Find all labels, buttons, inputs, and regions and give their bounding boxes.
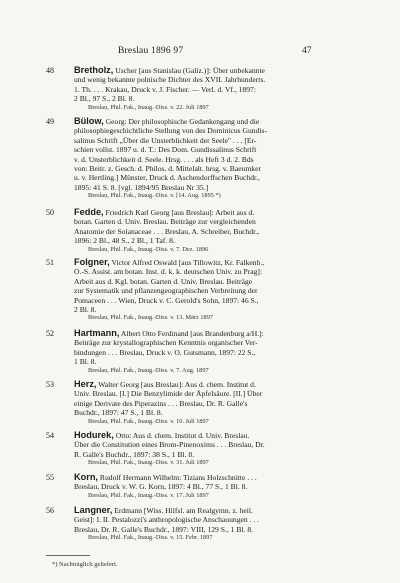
entry-line: schien vollst. 1897 u. d. T.: Des Dom. Gundissalinus Schrift <box>74 145 257 155</box>
entry-line: Arbeit aus d. Kgl. botan. Garten d. Univ. Breslau. Beiträge <box>74 276 253 286</box>
author-name: Bretholz, <box>74 66 114 75</box>
entry-line: salinus Schrift „Über die Unsterblichkeit der Seele" . . . [Er- <box>74 135 257 145</box>
entry-line: von: Beitr. z. Gesch. d. Philos. d. Mittelalt. hrsg. v. Baeumker <box>74 164 262 174</box>
dissertation-note: Breslau, Phil. Fak., Inaug.-Diss. v. 10. Juli 1897 <box>88 417 209 425</box>
entry-number: 48 <box>46 66 54 75</box>
entry-number: 54 <box>46 431 54 440</box>
page-number: 47 <box>302 46 312 56</box>
entry-line: Breslau, Dr. R. Galle's Buchdr., 1897: VIII, 129 S., 1 Bl. 8. <box>74 524 254 534</box>
entry-number: 53 <box>46 380 54 389</box>
entry-line: Geist]: I. II. Pestalozzi's anthropologische Anschauungen . . . <box>74 515 260 525</box>
entry-line: 1. Th. . . . Krakau, Druck v. J. Fischer. — Verl. d. Vf., 1897: <box>74 84 256 94</box>
author-name: Bülow, <box>74 117 104 126</box>
author-name: Herz, <box>74 380 97 389</box>
footnote-rule <box>46 555 90 556</box>
entry-line: einige Derivate des Piperazins . . . Breslau, Dr. R. Galle's <box>74 398 248 408</box>
entry-line: Albert Otto Ferdinand [aus Brandenburg a/H.]: <box>120 329 264 338</box>
entry-line: u. v. Hertling.] Münster, Druck d. Aschendorffschen Buchdr., <box>74 173 260 183</box>
footnote: *) Nachträglich geliefert. <box>52 561 118 568</box>
entry-number: 49 <box>46 117 54 126</box>
entry-line: v. d. Unsterblichkeit d. Seele. Hrsg. . . . als Heft 3 d. 2. Bds <box>74 154 254 164</box>
entry-number: 56 <box>46 506 54 515</box>
entry-line: Beiträge zur krystallographischen Kenntnis organischer Ver- <box>74 338 258 348</box>
running-header <box>0 46 400 60</box>
dissertation-note: Breslau, Phil. Fak., Inaug.-Diss. v. 17. Juli 1897 <box>88 491 209 499</box>
entry-line: O.-S. Assist. am botan. Inst. d. k. k. deutschen Univ. zu Prag]: <box>74 267 263 277</box>
author-name: Hodurek, <box>74 431 114 440</box>
entry-line: 1 Bl. 8. <box>74 357 97 367</box>
header-title: Breslau 1896 97 <box>118 46 184 56</box>
author-name: Hartmann, <box>74 329 120 338</box>
dissertation-note: Breslau, Phil. Fak., Inaug.-Diss. v. 15. Febr. 1897 <box>88 534 213 542</box>
entry-line: 2 Bl. 8. <box>74 305 97 315</box>
entry-line: Breslau, Druck v. W. G. Korn, 1897: 4 Bl., 77 S., 1 Bl. 8. <box>74 482 248 492</box>
author-name: Langner, <box>74 506 113 515</box>
entry-line: 1895: 41 S. 8. [vgl. 1894/95 Breslau Nr 35.] <box>74 182 209 192</box>
entry-line: R. Galle's Buchdr., 1897: 38 S., 1 Bl. 8. <box>74 449 195 459</box>
entry-number: 51 <box>46 258 54 267</box>
entry-line: Buchdr., 1897: 47 S., 1 Bl. 8. <box>74 408 163 418</box>
entry-line: zur Systematik und pflanzengeographischen Verbreitung der <box>74 286 258 296</box>
entry-line: Victor Alfred Oswald [aus Tillowitz, Kr. Falkenb., <box>111 258 265 267</box>
entry-line: botan. Garten d. Univ. Breslau. Beiträge zur vergleichenden <box>74 217 256 227</box>
entry-line: bindungen . . . Breslau, Druck v. O. Gutsmann, 1897: 22 S., <box>74 347 256 357</box>
entry-number: 52 <box>46 329 54 338</box>
dissertation-note: Breslau, Phil. Fak., Inaug.-Diss. v. 7. Dez. 1896 <box>88 245 209 253</box>
entry-line: 1896: 2 Bl., 48 S., 2 Bl., 1 Taf. 8. <box>74 236 175 246</box>
entry-line: Über die Constitution eines Brom-Pinenoxims . . . Breslau, Dr. <box>74 440 265 450</box>
dissertation-note: Breslau, Phil. Fak., Inaug.-Diss. v. 31. Juli 1897 <box>88 459 209 467</box>
entry-line: philosophiegeschichtliche Stellung von des Dominicus Gundis- <box>74 126 267 136</box>
entry-line: Erdmann [Wiss. Hilfsl. am Realgymn. z. heil. <box>114 506 253 515</box>
dissertation-note: Breslau, Phil. Fak., Inaug.-Diss. v. 13. März 1897 <box>88 314 213 322</box>
entry-line: Anatomie der Solanaceae . . . Breslau, A. Schreiber, Buchdr., <box>74 226 260 236</box>
entry-line: 2 Bl., 97 S., 2 Bl. 8. <box>74 94 135 104</box>
dissertation-note: Breslau, Phil. Fak., Inaug.-Diss. v. [14. Aug. 1895 *) <box>88 192 221 200</box>
author-name: Folgner, <box>74 258 110 267</box>
dissertation-note: Breslau, Phil. Fak., Inaug.-Diss. v. 22. Juli 1897 <box>88 103 209 111</box>
entry-line: Pomaceen . . . Wien, Druck v. C. Gerold's Sohn, 1897: 46 S., <box>74 295 259 305</box>
entry-line: und wenig bekannte polnische Dichter des XVII. Jahrhunderts. <box>74 75 266 85</box>
author-name: Fedde, <box>74 208 104 217</box>
entry-line: Rudolf Hermann Wilhelm: Tizians Holzschnitte . . . <box>99 473 257 482</box>
entry-line: Walter Georg [aus Breslau]: Aus d. chem. Institut d. <box>98 380 256 389</box>
entry-number: 50 <box>46 208 54 217</box>
entry-line: Friedrich Karl Georg [aus Breslau]: Arbeit aus d. <box>105 208 255 217</box>
author-name: Korn, <box>74 473 98 482</box>
entry-line: Georg: Der philosophische Gedankengang und die <box>105 117 260 126</box>
entry-line: Uscher [aus Stanislau (Galiz.)]: Über unbekannte <box>115 66 265 75</box>
entry-line: Otto: Aus d. chem. Institut d. Univ. Breslau. <box>115 431 250 440</box>
entry-line: Univ. Breslau. [I.] Die Benzylimide der Äpfelsäure. [II.] Über <box>74 389 263 399</box>
dissertation-note: Breslau, Phil. Fak., Inaug.-Diss. v. 7. Aug. 1897 <box>88 366 209 374</box>
entry-number: 55 <box>46 473 54 482</box>
